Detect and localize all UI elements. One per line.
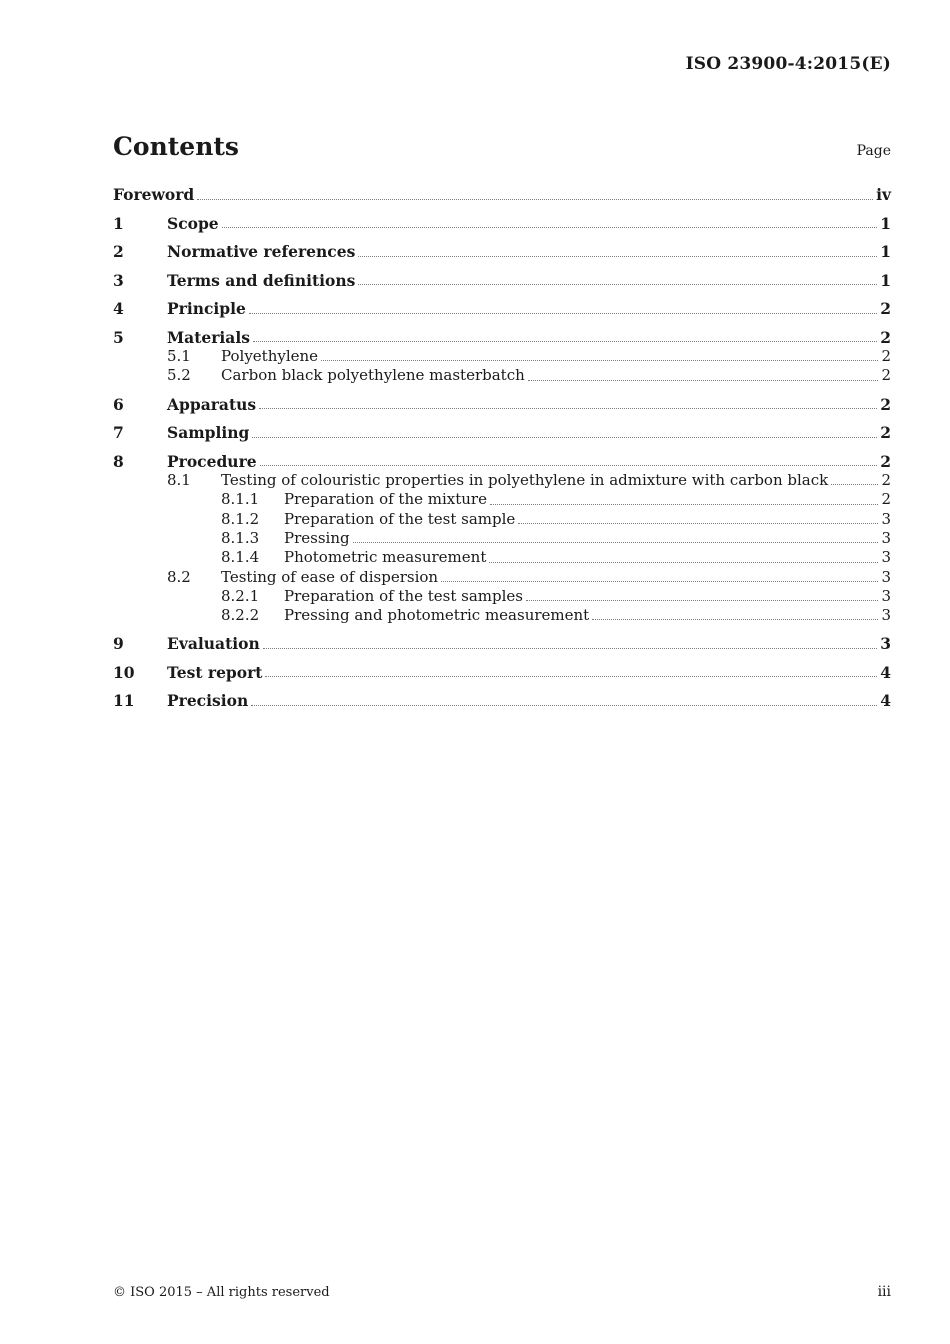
toc-entry[interactable] [113,366,891,385]
toc-entry-title[interactable]: Scope [167,213,219,233]
dot-leader [490,503,878,505]
toc-entry[interactable] [113,214,891,234]
toc-entry-number: 8.2 [167,567,191,586]
toc-entry-page: 2 [880,451,891,471]
dot-leader [253,340,877,342]
toc-entry-page: 3 [880,634,891,654]
toc-entry-number: 5.1 [167,347,191,365]
toc-entry-number: 8.2.2 [221,606,260,625]
dot-leader [260,464,878,466]
toc-entry-title[interactable]: Principle [167,299,246,318]
toc-entry[interactable] [113,242,891,262]
toc-entry-title[interactable]: Pressing and photometric measurement [284,606,590,625]
toc-entry[interactable] [113,347,891,366]
toc-entry-number: 5 [113,327,124,347]
toc-entry-title[interactable]: Test report [167,662,263,682]
dot-leader [265,675,877,677]
toc-entry-number: 4 [113,299,124,318]
dot-leader [197,198,873,200]
dot-leader [592,618,878,620]
toc-entry[interactable] [113,606,891,625]
toc-entry-page: iv [876,185,891,204]
toc-entry[interactable] [113,185,891,205]
toc-entry-page: 2 [881,366,891,385]
toc-entry[interactable] [113,452,891,472]
toc-entry[interactable] [113,634,891,654]
toc-entry-page: 3 [881,606,891,625]
dot-leader [353,541,879,543]
toc-entry-page: 2 [880,299,891,318]
toc-entry-page: 3 [881,509,891,528]
toc-entry[interactable] [113,299,891,319]
toc-entry-title[interactable]: Testing of colouristic properties in polyethylene in admixture with carbon black [221,471,829,490]
copyright-notice: © ISO 2015 – All rights reserved [113,1285,330,1300]
toc-entry-page: 2 [881,347,891,365]
toc-entry-title[interactable]: Carbon black polyethylene masterbatch [221,366,525,385]
toc-entry-number: 8.1.4 [221,548,260,567]
dot-leader [263,647,877,649]
toc-entry-number: 3 [113,270,124,290]
contents-title: Contents [113,132,240,161]
toc-entry[interactable] [113,663,891,683]
toc-entry-number: 8.1.3 [221,528,260,547]
toc-entry-page: 4 [880,662,891,682]
toc-entry[interactable] [113,395,891,415]
dot-leader [526,599,878,601]
toc-entry-title[interactable]: Preparation of the test samples [284,586,524,605]
toc-entry-page: 2 [880,423,891,443]
toc-entry-number: 5.2 [167,366,191,385]
toc-entry-number: 8.1 [167,471,191,490]
toc-entry-number: 6 [113,394,124,414]
toc-entry-title[interactable]: Testing of ease of dispersion [221,567,439,586]
dot-leader [252,436,877,438]
toc-entry-title[interactable]: Evaluation [167,634,260,654]
dot-leader [518,522,878,524]
toc-entry[interactable] [113,548,891,567]
toc-entry-page: 3 [881,548,891,567]
toc-entry[interactable] [113,490,891,509]
dot-leader [358,255,877,257]
toc-entry-page: 3 [881,528,891,547]
toc-entry-number: 8 [113,451,124,471]
toc-entry-page: 1 [880,242,891,261]
toc-entry[interactable] [113,691,891,711]
toc-entry-title[interactable]: Pressing [284,528,350,547]
dot-leader [259,407,877,409]
dot-leader [489,561,878,563]
toc-entry-title[interactable]: Preparation of the mixture [284,490,487,509]
dot-leader [321,359,878,361]
toc-entry-number: 9 [113,634,124,654]
toc-entry-title[interactable]: Preparation of the test sample [284,509,516,528]
toc-entry[interactable] [113,423,891,443]
dot-leader [441,580,878,582]
toc-entry[interactable] [113,510,891,529]
toc-entry-title[interactable]: Polyethylene [221,347,319,365]
toc-entry-title[interactable]: Precision [167,691,249,711]
document-reference: ISO 23900-4:2015(E) [685,54,891,74]
toc-entry-page: 4 [880,691,891,711]
toc-entry-page: 2 [880,394,891,414]
toc-entry-page: 2 [881,471,891,490]
toc-entry-page: 2 [881,490,891,509]
toc-entry-page: 1 [880,213,891,233]
toc-entry-number: 7 [113,423,124,443]
dot-leader [249,312,877,314]
toc-entry-number: 8.1.1 [221,490,260,509]
toc-entry[interactable] [113,529,891,548]
dot-leader [251,704,877,706]
toc-entry-title[interactable]: Normative references [167,242,356,261]
toc-entry-page: 3 [881,567,891,586]
toc-entry-title[interactable]: Sampling [167,423,250,443]
toc-entry-number: 1 [113,213,124,233]
toc-entry-number: 8.2.1 [221,586,260,605]
toc-entry-title[interactable]: Apparatus [167,394,257,414]
toc-entry-title[interactable]: Photometric measurement [284,548,487,567]
toc-entry[interactable] [113,568,891,587]
page-number: iii [877,1284,891,1300]
toc-entry-number: 10 [113,662,135,682]
toc-entry-number: 2 [113,242,124,261]
toc-entry[interactable] [113,271,891,291]
toc-entry-number: 8.1.2 [221,509,260,528]
dot-leader [831,483,878,485]
dot-leader [358,283,877,285]
dot-leader [222,226,878,228]
toc-entry[interactable] [113,471,891,490]
page-column-label: Page [856,143,891,159]
toc-entry-title[interactable]: Foreword [113,185,195,204]
toc-entry-title[interactable]: Terms and definitions [167,270,356,290]
dot-leader [528,379,879,381]
table-of-contents [113,185,891,711]
toc-entry[interactable] [113,587,891,606]
toc-entry-title[interactable]: Procedure [167,451,257,471]
toc-entry-number: 11 [113,691,135,711]
toc-entry-title[interactable]: Materials [167,327,250,347]
toc-entry[interactable] [113,328,891,348]
toc-entry-page: 2 [880,327,891,347]
toc-entry-page: 1 [880,270,891,290]
toc-entry-page: 3 [881,586,891,605]
